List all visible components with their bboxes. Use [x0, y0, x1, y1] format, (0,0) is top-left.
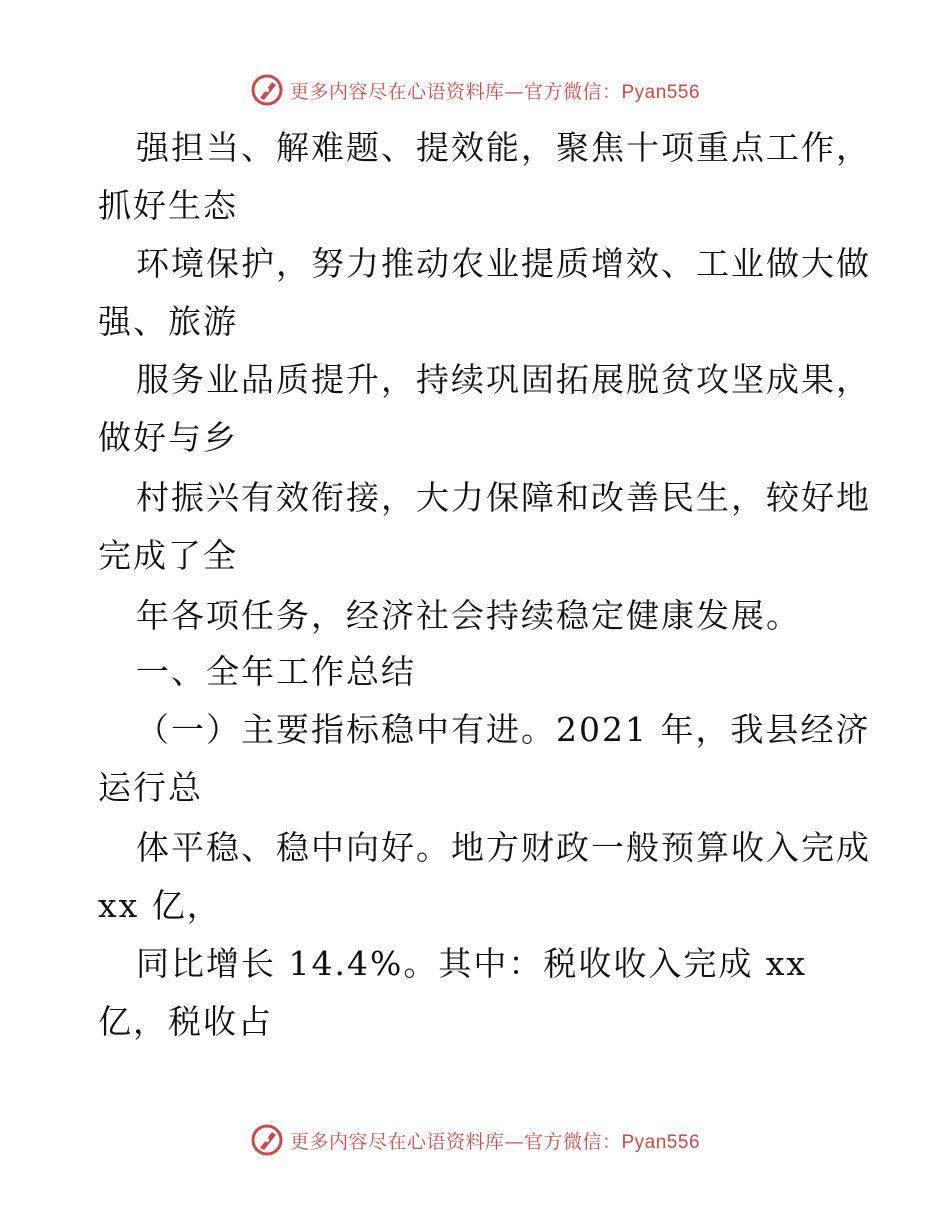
section-heading: 一、全年工作总结	[136, 652, 416, 691]
body-line: 亿，税收占	[98, 1002, 273, 1041]
body-line: 完成了全	[98, 536, 238, 575]
body-line: xx 亿，	[98, 886, 222, 925]
body-line: 同比增长 14.4%。其中：税收收入完成 xx	[136, 944, 808, 983]
body-line: 服务业品质提升，持续巩固拓展脱贫攻坚成果，	[136, 360, 871, 399]
watermark-text: 更多内容尽在心语资料库—官方微信：Pyan556	[289, 1130, 701, 1153]
body-line: 抓好生态	[98, 186, 238, 225]
wechat-id: Pyan556	[621, 81, 701, 103]
footer-watermark	[0, 1120, 950, 1160]
wechat-id: Pyan556	[621, 1131, 701, 1153]
body-line: 环境保护，努力推动农业提质增效、工业做大做	[136, 244, 871, 283]
body-line: 强、旅游	[98, 302, 238, 341]
body-line: 做好与乡	[98, 418, 238, 457]
body-line: （一）主要指标稳中有进。2021 年，我县经济	[136, 710, 871, 749]
body-line: 年各项任务，经济社会持续稳定健康发展。	[136, 596, 801, 635]
watermark-text: 更多内容尽在心语资料库—官方微信：Pyan556	[289, 80, 701, 103]
pen-nib-circle-icon	[250, 1123, 284, 1157]
body-line: 运行总	[98, 768, 203, 807]
body-line: 体平稳、稳中向好。地方财政一般预算收入完成	[136, 828, 871, 867]
body-line: 强担当、解难题、提效能，聚焦十项重点工作，	[136, 128, 871, 167]
body-line: 村振兴有效衔接，大力保障和改善民生，较好地	[136, 478, 871, 517]
